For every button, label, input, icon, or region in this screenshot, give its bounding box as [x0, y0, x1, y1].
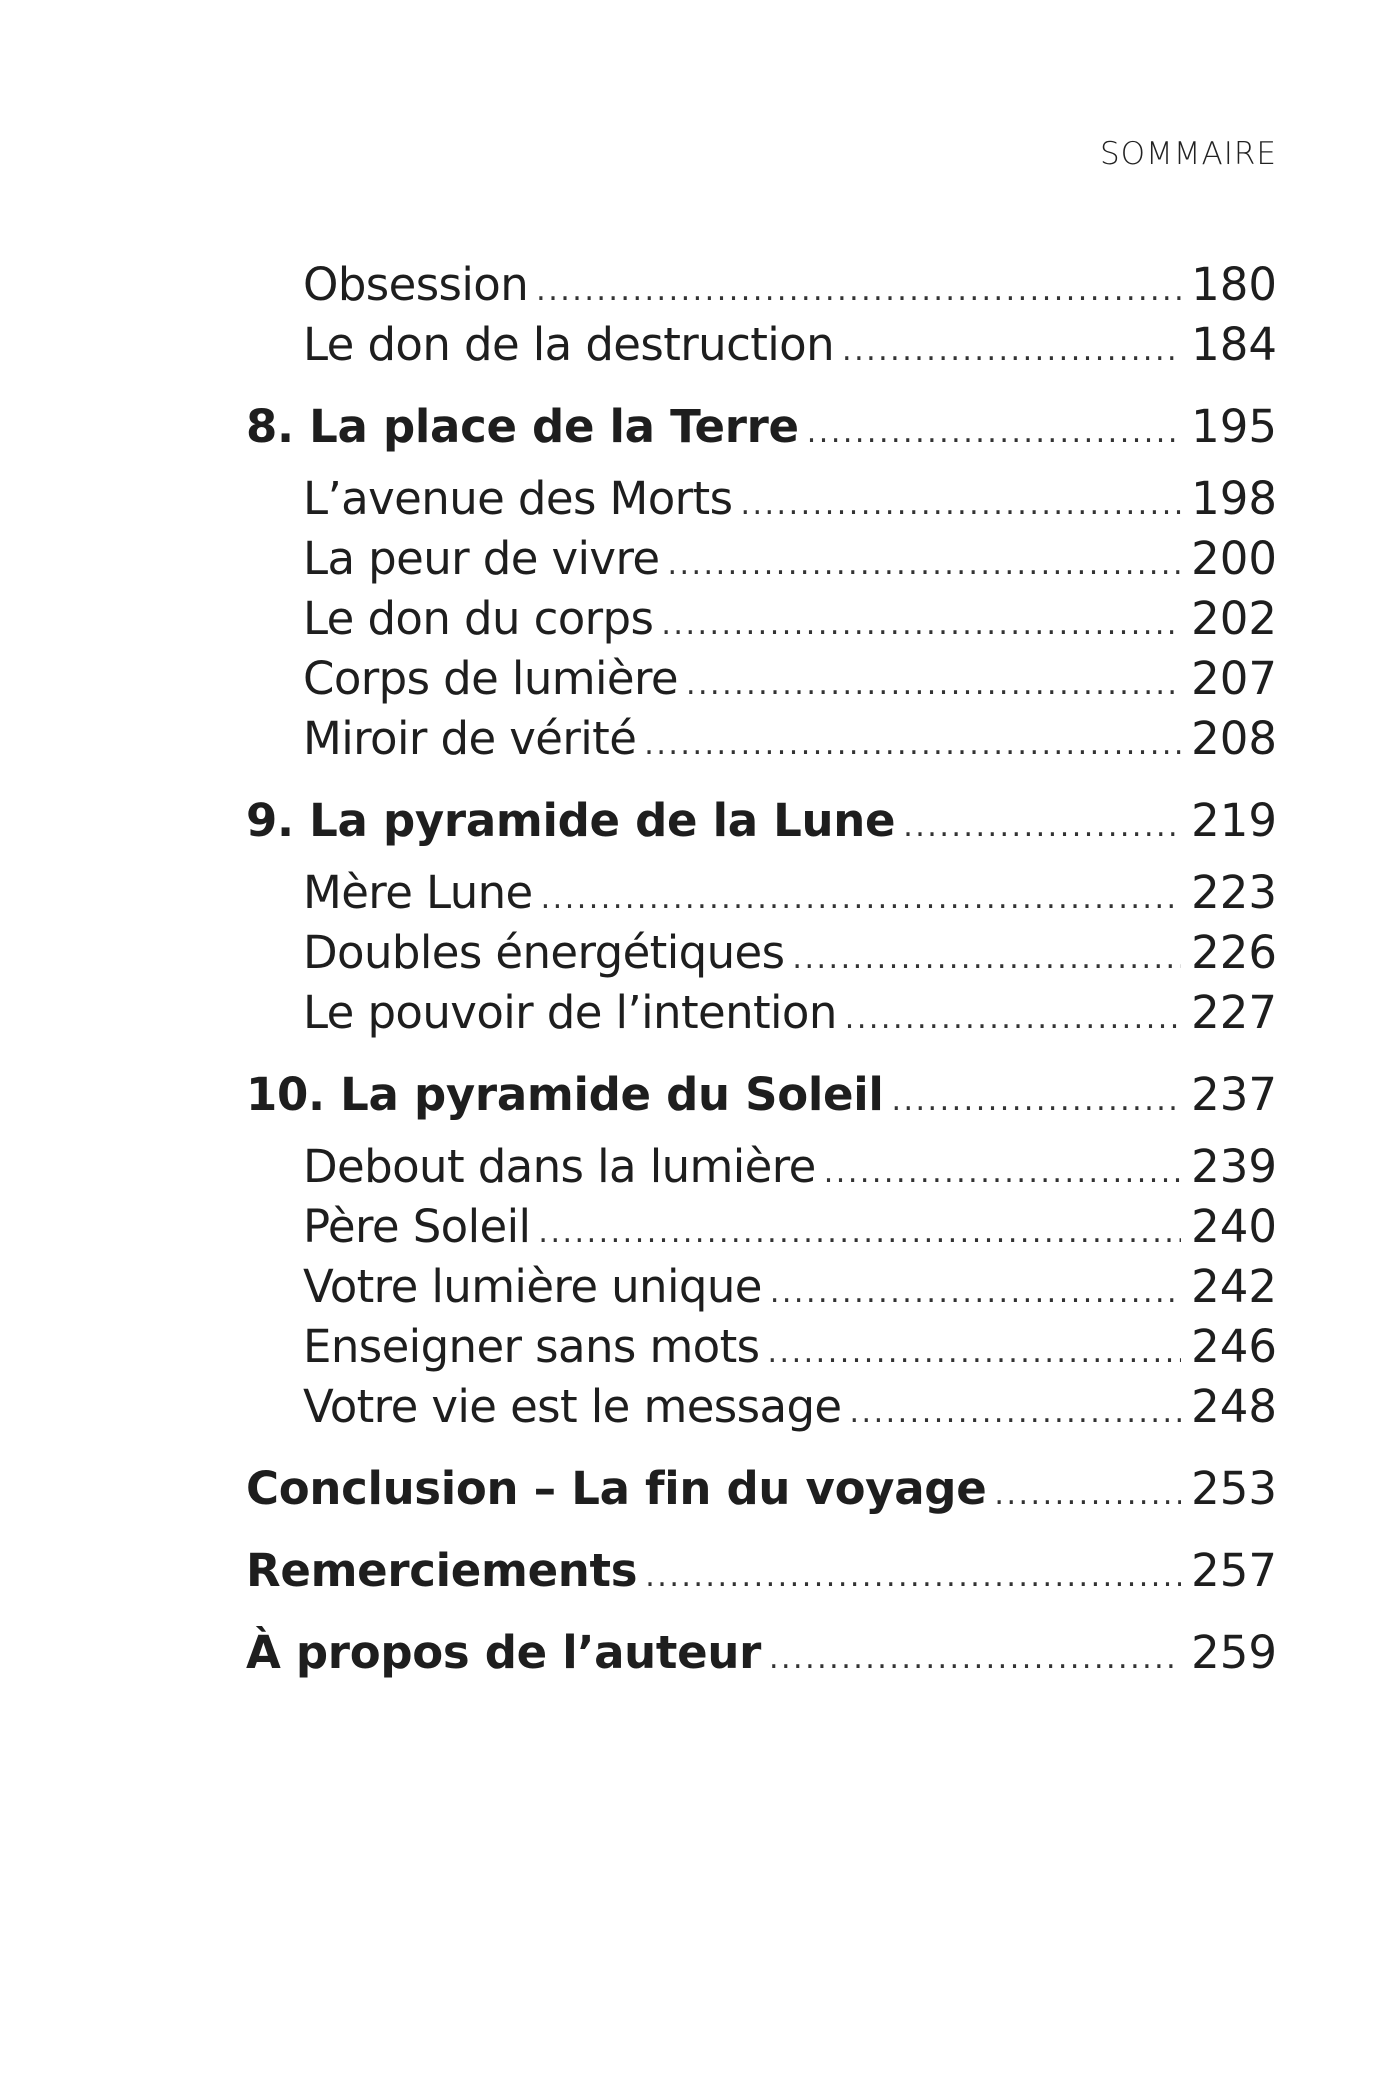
dot-leader: [891, 1083, 1181, 1118]
toc-entry-page: 257: [1191, 1544, 1277, 1597]
toc-entry[interactable]: [303, 986, 1277, 1039]
toc-entry-title: L’avenue des Morts: [303, 472, 733, 525]
toc-entry-title: Conclusion – La fin du voyage: [246, 1462, 987, 1515]
toc-entry[interactable]: [303, 652, 1277, 705]
toc-entry-page: 208: [1191, 712, 1277, 765]
toc-entry[interactable]: [303, 318, 1277, 371]
toc-entry-title: Obsession: [303, 258, 529, 311]
dot-leader: [768, 1335, 1182, 1370]
toc-entry-page: 246: [1191, 1320, 1277, 1373]
toc-entry-title: Debout dans la lumière: [303, 1140, 816, 1193]
toc-entry-page: 184: [1191, 318, 1277, 371]
dot-leader: [842, 333, 1181, 368]
toc-entry-page: 195: [1191, 400, 1277, 453]
toc-entry[interactable]: [303, 472, 1277, 525]
toc-entry-page: 207: [1191, 652, 1277, 705]
toc-entry-page: 180: [1191, 258, 1277, 311]
dot-leader: [903, 809, 1181, 844]
toc-entry-title: Miroir de vérité: [303, 712, 637, 765]
toc-entry-title: Enseigner sans mots: [303, 1320, 760, 1373]
toc-entry[interactable]: [303, 1260, 1277, 1313]
toc-entry[interactable]: [303, 1140, 1277, 1193]
dot-leader: [792, 941, 1181, 976]
toc-entry-page: 219: [1191, 794, 1277, 847]
toc-entry-title: Corps de lumière: [303, 652, 678, 705]
toc-entry-title: 9. La pyramide de la Lune: [246, 794, 896, 847]
dot-leader: [994, 1477, 1181, 1512]
toc-chapter-entry[interactable]: [246, 794, 1277, 847]
dot-leader: [850, 1395, 1182, 1430]
toc-entry[interactable]: [303, 712, 1277, 765]
dot-leader: [686, 667, 1181, 702]
toc-entry[interactable]: [303, 866, 1277, 919]
dot-leader: [769, 1641, 1181, 1676]
toc-entry-page: 248: [1191, 1380, 1277, 1433]
toc-entry-title: Le pouvoir de l’intention: [303, 986, 837, 1039]
dot-leader: [538, 1215, 1181, 1250]
running-head: SOMMAIRE: [1099, 136, 1277, 172]
toc-entry-title: Doubles énergétiques: [303, 926, 785, 979]
toc-entry-title: Le don du corps: [303, 592, 654, 645]
dot-leader: [667, 547, 1181, 582]
toc-entry-page: 223: [1191, 866, 1277, 919]
toc-entry-title: 10. La pyramide du Soleil: [246, 1068, 884, 1121]
toc-entry[interactable]: [303, 926, 1277, 979]
toc-entry-page: 239: [1191, 1140, 1277, 1193]
toc-entry-title: Le don de la destruction: [303, 318, 835, 371]
toc-entry-title: À propos de l’auteur: [246, 1626, 761, 1679]
dot-leader: [644, 727, 1181, 762]
toc-entry[interactable]: [303, 592, 1277, 645]
dot-leader: [770, 1275, 1181, 1310]
toc-entry-page: 200: [1191, 532, 1277, 585]
toc-entry-title: Mère Lune: [303, 866, 533, 919]
toc-entry-title: Votre lumière unique: [303, 1260, 762, 1313]
dot-leader: [807, 415, 1181, 450]
toc-entry-page: 253: [1191, 1462, 1277, 1515]
toc-entry-page: 226: [1191, 926, 1277, 979]
toc-chapter-entry[interactable]: [246, 1068, 1277, 1121]
toc-entry-title: 8. La place de la Terre: [246, 400, 799, 453]
dot-leader: [661, 607, 1181, 642]
toc-entry[interactable]: [303, 1200, 1277, 1253]
toc-entry[interactable]: [303, 1320, 1277, 1373]
dot-leader: [536, 273, 1181, 308]
toc-entry-page: 227: [1191, 986, 1277, 1039]
toc-entry-page: 237: [1191, 1068, 1277, 1121]
toc-entry-page: 259: [1191, 1626, 1277, 1679]
toc-entry-title: Votre vie est le message: [303, 1380, 842, 1433]
toc-chapter-entry[interactable]: [246, 400, 1277, 453]
dot-leader: [845, 1001, 1181, 1036]
toc-entry-title: La peur de vivre: [303, 532, 660, 585]
toc-entry-page: 198: [1191, 472, 1277, 525]
dot-leader: [824, 1155, 1181, 1190]
toc-chapter-entry[interactable]: [246, 1462, 1277, 1515]
dot-leader: [541, 881, 1181, 916]
toc-entry-title: Remerciements: [246, 1544, 638, 1597]
toc-chapter-entry[interactable]: [246, 1626, 1277, 1679]
dot-leader: [645, 1559, 1181, 1594]
toc-entry[interactable]: [303, 258, 1277, 311]
toc-entry[interactable]: [303, 1380, 1277, 1433]
toc-entry-page: 202: [1191, 592, 1277, 645]
toc-entry-page: 242: [1191, 1260, 1277, 1313]
toc-chapter-entry[interactable]: [246, 1544, 1277, 1597]
toc-entry-page: 240: [1191, 1200, 1277, 1253]
toc-entry[interactable]: [303, 532, 1277, 585]
dot-leader: [740, 487, 1181, 522]
toc-entry-title: Père Soleil: [303, 1200, 531, 1253]
